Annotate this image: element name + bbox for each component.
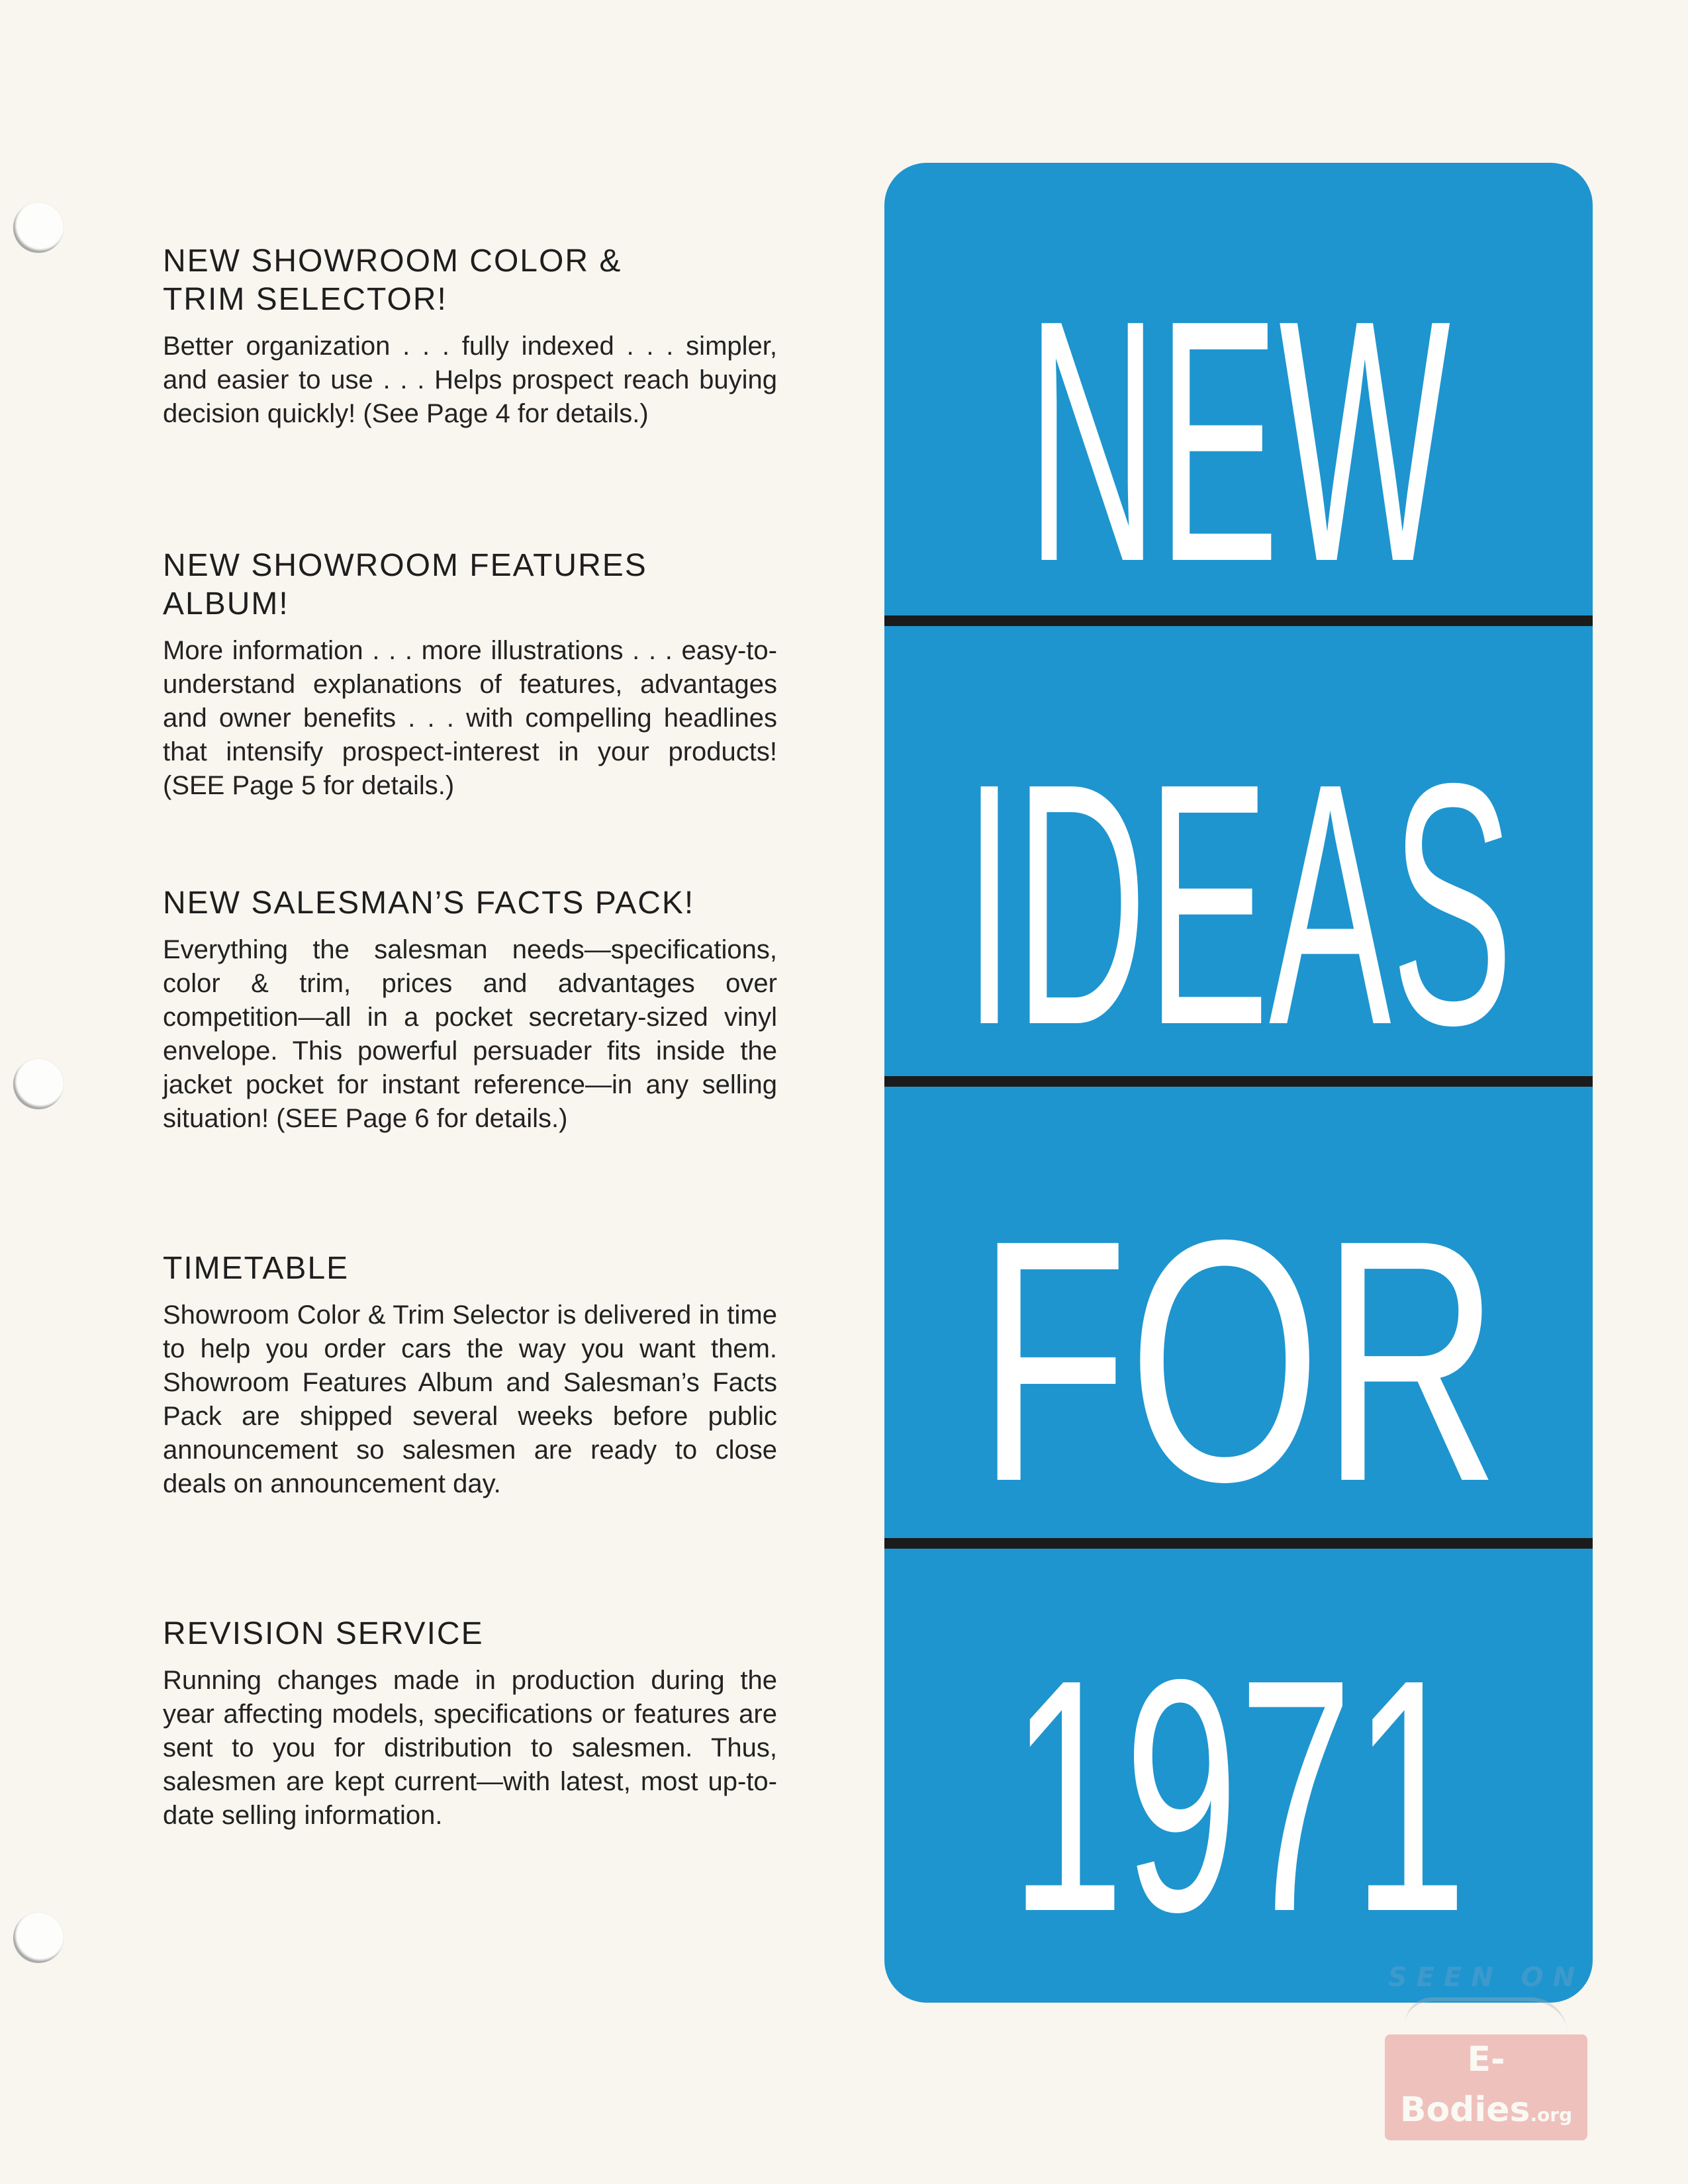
section-heading: NEW SHOWROOM FEATURES ALBUM! (163, 548, 647, 621)
punch-hole-bottom (13, 1913, 64, 1963)
section-body: Running changes made in production during the year affecting models, specifications or features are sent to you for distribution to salesmen. Thus, salesmen are kept current—with latest, most up-to-date selling information. (163, 1666, 777, 1830)
punch-hole-top (13, 203, 64, 253)
section-body: More information . . . more illustrations . . . easy-to-understand explanations of features, advantages and owner benefits . . . with compelling headlines that intensify prospect-interest in your products! (SEE Page 5 for details.) (163, 636, 777, 800)
section-color-trim-selector (163, 242, 777, 431)
panel-line-new: NEW (1027, 249, 1452, 633)
section-heading: NEW SALESMAN’S FACTS PACK! (163, 886, 695, 921)
panel-line-for: FOR (977, 1169, 1500, 1553)
title-panel (884, 163, 1593, 2003)
section-heading-line1: NEW SHOWROOM COLOR & (163, 244, 622, 279)
section-heading-line2: TRIM SELECTOR! (163, 282, 447, 317)
section-body: Better organization . . . fully indexed . . . simpler, and easier to use . . . Helps prospect reach buying decision quickly! (See Page 4 for details.) (163, 332, 777, 428)
section-facts-pack (163, 884, 777, 1136)
watermark-top-text: SEEN ON (1387, 1962, 1585, 1993)
title-panel-text (884, 163, 1593, 2003)
section-timetable (163, 1250, 777, 1501)
section-body: Everything the salesman needs—specifications, color & trim, prices and advantages over competition—all in a pocket secretary-sized vinyl envelope. This powerful persuader fits inside the jacket pocket for instant reference—in any selling situation! (SEE Page 6 for details.) (163, 935, 777, 1133)
punch-hole-middle (13, 1059, 64, 1109)
section-revision-service (163, 1615, 777, 1833)
car-silhouette-icon (1405, 1997, 1568, 2034)
panel-line-year: 1971 (1010, 1610, 1467, 1980)
watermark-bottom (1385, 2034, 1587, 2140)
section-heading (163, 242, 777, 319)
section-heading: TIMETABLE (163, 1251, 350, 1286)
watermark-bottom-text: E-Bodies (1399, 2040, 1530, 2130)
site-watermark (1385, 1958, 1587, 2130)
section-body: Showroom Color & Trim Selector is delivered in time to help you order cars the way you want them. Showroom Features Album and Salesman’s Facts Pack are shipped several weeks before public announcement so salesmen are ready to close deals on announcement day. (163, 1300, 777, 1498)
section-heading: REVISION SERVICE (163, 1616, 484, 1651)
section-features-album (163, 547, 777, 803)
panel-line-ideas: IDEAS (964, 712, 1513, 1097)
watermark-suffix: .org (1530, 2104, 1573, 2126)
